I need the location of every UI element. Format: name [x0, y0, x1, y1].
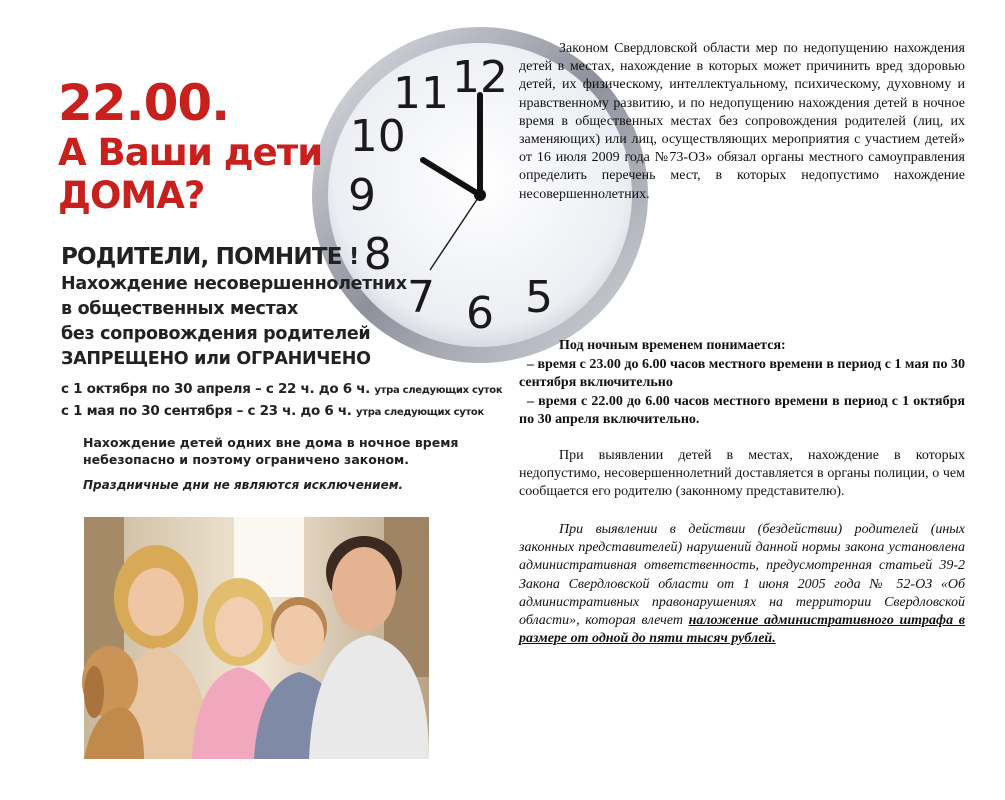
night-time-title: Под ночным временем понимается:	[559, 338, 786, 353]
holiday-note: Праздничные дни не являются исключением.	[83, 478, 404, 492]
ban-line: ЗАПРЕЩЕНО или ОГРАНИЧЕНО	[61, 349, 371, 369]
question-line-1: А Ваши дети	[58, 131, 323, 174]
family-photo	[84, 517, 429, 759]
schedule	[61, 379, 503, 423]
schedule-note: утра следующих суток	[356, 407, 484, 418]
clock-numeral: 10	[349, 111, 406, 162]
clock-numeral: 6	[466, 288, 494, 339]
schedule-line-summer	[61, 401, 484, 423]
schedule-line-winter	[61, 379, 503, 401]
warning	[83, 434, 466, 468]
warning-line: небезопасно и поэтому ограничено законом.	[83, 452, 410, 467]
time-title: 22.00.	[58, 74, 230, 132]
schedule-main: с 1 мая по 30 сентября – с 23 ч. до 6 ч.	[61, 403, 352, 419]
poster	[45, 45, 553, 765]
clock-numeral: 12	[452, 52, 508, 103]
detection-paragraph: При выявлении детей в местах, нахождение в которых недопустимо, несовершеннолетний доставляется в органы полиции, о чем сообщается его родителю (законному представителю).	[519, 448, 965, 500]
family-illustration	[84, 517, 429, 759]
clock-numeral: 8	[363, 229, 392, 280]
ban-line: Нахождение несовершеннолетних	[61, 274, 407, 294]
boy-face	[274, 605, 324, 665]
clock-numeral: 9	[348, 170, 376, 221]
ban-line: без сопровождения родителей	[61, 324, 371, 344]
night-time-item: – время с 22.00 до 6.00 часов местного времени в период с 1 октября по 30 апреля включительно.	[519, 393, 965, 427]
reminder-title: РОДИТЕЛИ, ПОМНИТЕ !	[61, 244, 359, 270]
question-line-2: ДОМА?	[58, 174, 205, 217]
mother-face	[128, 568, 184, 636]
night-time-definition	[519, 337, 965, 430]
warning-line: Нахождение детей одних вне дома в ночное время	[83, 435, 459, 450]
night-time-item: – время с 23.00 до 6.00 часов местного времени в период с 1 мая по 30 сентября включительно	[519, 356, 965, 390]
schedule-note: утра следующих суток	[374, 385, 503, 396]
fine-paragraph	[519, 521, 965, 648]
father-face	[332, 547, 396, 631]
clock-numeral: 5	[525, 272, 553, 324]
clock-numeral: 7	[407, 272, 435, 324]
dog-ear	[84, 666, 104, 718]
clock-center	[474, 189, 486, 201]
poster-body	[61, 242, 503, 492]
law-paragraph: Законом Свердловской области мер по недопущению нахождения детей в местах, нахождение в которых может причинить вред здоровью детей, их физическому, интеллектуальному, психическому, духовному и нравственному развитию, и по недопущению нахождения детей в ночное время в общественных местах без сопровождения родителей (лиц, их заменяющих) или лиц, осуществляющих мероприятия с участием детей» от 16 июля 2009 года №73-ОЗ» обязал органы местного самоуправления определить перечень мест, в которых недопустимо нахождение несовершеннолетних.	[519, 41, 965, 202]
fine-text: При выявлении в действии (бездействии) родителей (иных законных представителей) нарушений данной нормы закона установлена административная ответственность, предусмотренная статьей 39-2 Закона Свердловской области от 1 июня 2005 года № 52-ОЗ «Об административных правонарушениях на территории Свердловской области», которая влечет	[519, 522, 965, 629]
clock-numeral: 11	[393, 67, 449, 119]
girl-face	[215, 597, 263, 657]
schedule-main: с 1 октября по 30 апреля – с 22 ч. до 6 ч.	[61, 381, 370, 397]
fine-emphasis: наложение административного штрафа в размере от одной до пяти тысяч рублей.	[519, 613, 965, 647]
time-heading	[58, 75, 348, 217]
ban-line: в общественных местах	[61, 299, 298, 319]
